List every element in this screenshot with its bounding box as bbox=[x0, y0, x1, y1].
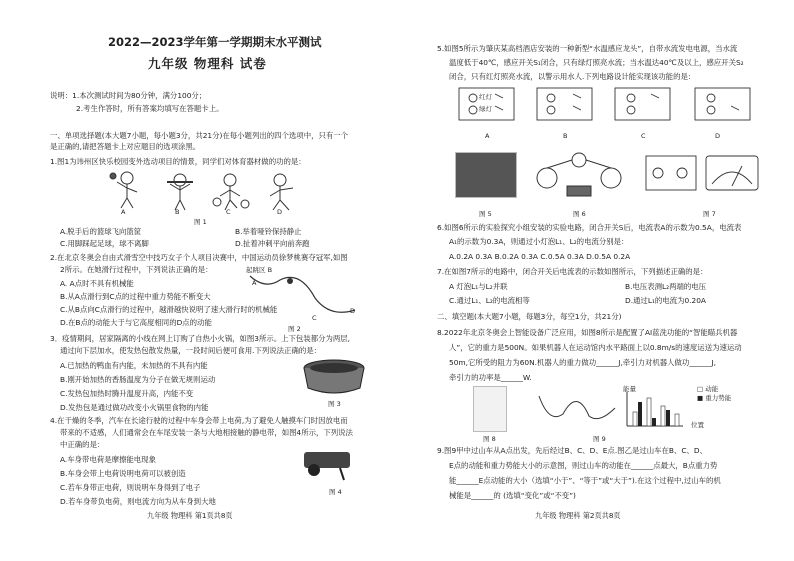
question-9-cont3: 械能是______的 (选填“变化”或“不变”) bbox=[449, 491, 576, 500]
q7-option-a: A 灯泡L₁与L₂并联 bbox=[449, 282, 508, 291]
figure-5-option-b: B bbox=[563, 132, 568, 140]
figure-2-ski-track bbox=[245, 268, 360, 323]
figure-7-caption: 图 7 bbox=[703, 210, 716, 218]
figure-6-circuit-setup bbox=[527, 150, 632, 200]
figure-4-caption: 图 4 bbox=[329, 488, 342, 496]
question-4: 4.在干燥的冬季，汽车在长途行驶的过程中车身会带上电荷,为了避免人触摸车门时因放电而 bbox=[50, 416, 348, 425]
q2-option-b: B.从A点滑行到C点的过程中重力势能不断变大 bbox=[60, 292, 211, 301]
figure-1-sports-children bbox=[105, 168, 305, 216]
figure-5-lamp-green: 绿灯 bbox=[479, 105, 492, 113]
figure-2-point-d: D bbox=[350, 307, 356, 315]
figure-6-caption: 图 6 bbox=[573, 210, 586, 218]
question-8: 8.2022年北京冬奥会上智能设备广泛应用，如图8所示是配置了AI蓝洗功能的“智能瞄兵机器 bbox=[437, 328, 738, 337]
q2-option-c: C.从B点向C点滑行的过程中，越滑越快说明了速大滑行时的机械能 bbox=[60, 305, 278, 314]
q3-option-b: B.刚开始加热的香肠温度为分子在做无规则运动 bbox=[60, 375, 216, 384]
figure-5-circuits bbox=[455, 84, 755, 126]
question-3-cont: 通过向下层加水，使发热包散发热量，一段时间后便可食用.下列说法正确的是： bbox=[60, 346, 322, 355]
question-8-cont3: 牵引力的功率是______W. bbox=[449, 373, 532, 382]
question-1: 1.图1为讳州区快乐校园变外选动项目的情景，同学们对体育器材做的功的是： bbox=[50, 157, 306, 166]
figure-5-photo bbox=[455, 152, 517, 198]
q6-options: A.0.2A 0.3A B.0.2A 0.3A C.0.5A 0.3A D.0.5A 0.2A bbox=[449, 252, 631, 261]
question-2: 2.在北京冬奥会自由式滑雪空中技巧女子个人项目决赛中，中国运动员徐梦桃赛夺冠军,如图 bbox=[50, 253, 348, 262]
question-4-cont: 带来的不适感，人们通常会在车尾安装一条与大地相接触的静电带，如图4所示，下列说法 bbox=[60, 428, 353, 437]
question-5-cont: 温度低于40℃，感应开关S₁闭合，只有绿灯照亮水流；当水温达40℃及以上，感应开关S₂ bbox=[449, 58, 744, 67]
question-8-cont2: 50m,它所受的阻力为60N.机器人的重力做功______J,牵引力对机器人做功______J, bbox=[449, 358, 717, 367]
exam-subtitle: 九年级 物理科 试卷 bbox=[148, 56, 267, 71]
question-9-cont: E点的动能和重力势能大小的示意图，则过山车的动能在______点最大，B点重力势 bbox=[449, 461, 718, 470]
question-9: 9.图9甲中过山车从A点出发，先后经过B、C、D、E点.图乙是过山车在B、C、D、 bbox=[437, 446, 708, 455]
section-1-heading-cont: 是正确的,请把答题卡上对应题目的选项涂黑。 bbox=[50, 142, 201, 151]
q7-option-d: D.通过L₁的电流为0.20A bbox=[625, 296, 706, 305]
figure-9-caption: 图 9 bbox=[593, 435, 606, 443]
figure-9-energy-bars bbox=[625, 392, 685, 428]
figure-1-caption: 图 1 bbox=[194, 218, 207, 226]
figure-7-circuit-and-ammeter bbox=[642, 150, 762, 202]
q1-option-b: B.举着哑铃保持静止 bbox=[235, 227, 302, 236]
q4-option-b: B.车身会带上电荷说明电荷可以被创造 bbox=[60, 469, 186, 478]
q1-option-d: D.扯着冲刺平向前奔跑 bbox=[235, 239, 310, 248]
section-2-heading: 二、填空题(本大题7小题，每题3分，每空1分，共21分) bbox=[437, 312, 622, 321]
q4-option-a: A.车身带电荷是摩擦能电现象 bbox=[60, 455, 156, 464]
q3-option-c: C.发热包加热时腾升温度升高，内能不变 bbox=[60, 389, 194, 398]
instruction-1: 说明：1.本次测试时间为80分钟，满分100分； bbox=[50, 91, 207, 100]
figure-5-option-a: A bbox=[485, 132, 490, 140]
q7-option-c: C.通过L₁、L₂的电流相等 bbox=[449, 296, 530, 305]
figure-2-start-label: 起跳区 B bbox=[246, 266, 273, 274]
figure-2-point-a: A bbox=[252, 279, 257, 287]
figure-9-legend-kinetic: □ 动能 bbox=[697, 385, 719, 393]
q3-option-d: D.发热包是通过做功改变小火锅里食物的内能 bbox=[60, 403, 209, 412]
figure-5-photo-caption: 图 5 bbox=[479, 210, 492, 218]
figure-1-label-d: D bbox=[277, 208, 283, 216]
figure-1-label-b: B bbox=[175, 208, 180, 216]
question-5-cont2: 闭合，只有红灯照亮水流，以警示用水人.下列电路设计能实现该功能的是： bbox=[449, 72, 696, 81]
right-page-footer: 九年级 物理科 第2页共8页 bbox=[535, 511, 621, 520]
q4-option-d: D.若车身带负电荷，则电流方向为从车身到大地 bbox=[60, 497, 216, 506]
instruction-2: 2.考生作答时，所有答案均填写在答题卡上。 bbox=[76, 104, 224, 113]
figure-5-option-c: C bbox=[641, 132, 646, 140]
figure-9-legend-potential: ■ 重力势能 bbox=[697, 394, 732, 402]
q2-option-d: D.在B点的动能大于与它高度相同的D点的动能 bbox=[60, 318, 212, 327]
figure-1-label-a: A bbox=[121, 208, 126, 216]
figure-8-robot-photo bbox=[473, 386, 507, 432]
q2-option-a: A. A点时不具有机械能 bbox=[60, 279, 134, 288]
figure-9-x-label: 位置 bbox=[691, 421, 704, 429]
figure-2-caption: 图 2 bbox=[288, 325, 301, 333]
question-8-cont: 人”，它的重力是500N。如果机器人在运动馆内水平路面上以0.8m/s的速度运送为速运动 bbox=[449, 343, 742, 352]
figure-5-option-d: D bbox=[715, 132, 721, 140]
figure-4-car-static-strap bbox=[300, 448, 358, 482]
figure-9-coaster-track bbox=[537, 386, 617, 426]
figure-9-y-label: 能量 bbox=[623, 385, 636, 393]
figure-3-hotpot bbox=[300, 356, 368, 396]
question-7: 7.在如图7所示的电路中，闭合开关后电流表的示数如图所示，下列描述正确的是： bbox=[437, 267, 708, 276]
q3-option-a: A.已加热的鸭血有内能，未加热的不具有内能 bbox=[60, 361, 208, 370]
question-3: 3．疫情期间，居家隔离的小线在网上订购了自热小火锅，如图3所示。上下包装都分为两层, bbox=[50, 334, 350, 343]
figure-8-caption: 图 8 bbox=[483, 435, 496, 443]
question-9-cont2: 能______E点动能的大小（选填“小于”、“等于”或“大于”).在这个过程中,过山车的机 bbox=[449, 476, 721, 485]
q4-option-c: C.若车身带正电荷，则说明车身得到了电子 bbox=[60, 483, 201, 492]
question-5: 5.如图5所示为肇庆某高档酒店安装的一种新型“水温感应龙头”，自带水流发电电源，当水流 bbox=[437, 44, 738, 53]
question-2-cont: 2所示。在她滑行过程中，下列说法正确的是： bbox=[60, 265, 213, 274]
section-1-heading: 一、单项选择题(本大题7小题，每小题3分，共21分)在每小题列出的四个选项中，只有一个 bbox=[50, 131, 349, 140]
q7-option-b: B.电压表测L₂两端的电压 bbox=[625, 282, 707, 291]
right-page bbox=[397, 0, 794, 561]
question-6-cont: A₁的示数为0.3A，则通过小灯泡L₁、L₂的电流分别是： bbox=[449, 237, 629, 246]
figure-1-label-c: C bbox=[226, 208, 231, 216]
question-4-cont2: 中正确的是： bbox=[60, 440, 105, 449]
left-page-footer: 九年级 物理科 第1页共8页 bbox=[147, 511, 233, 520]
exam-title: 2022—2023学年第一学期期末水平测试 bbox=[108, 35, 322, 49]
q1-option-c: C.用脚踩起足球，球不离脚 bbox=[60, 239, 149, 248]
figure-2-point-c: C bbox=[312, 314, 317, 322]
question-6: 6.如图6所示的实验探究小组安装的实验电路，闭合开关S后，电流表A的示数为0.5A，电流表 bbox=[437, 223, 742, 232]
q1-option-a: A.脱手后的篮球飞向篮筐 bbox=[60, 227, 142, 236]
figure-3-caption: 图 3 bbox=[328, 400, 341, 408]
figure-5-lamp-red: 红灯 bbox=[479, 93, 492, 101]
